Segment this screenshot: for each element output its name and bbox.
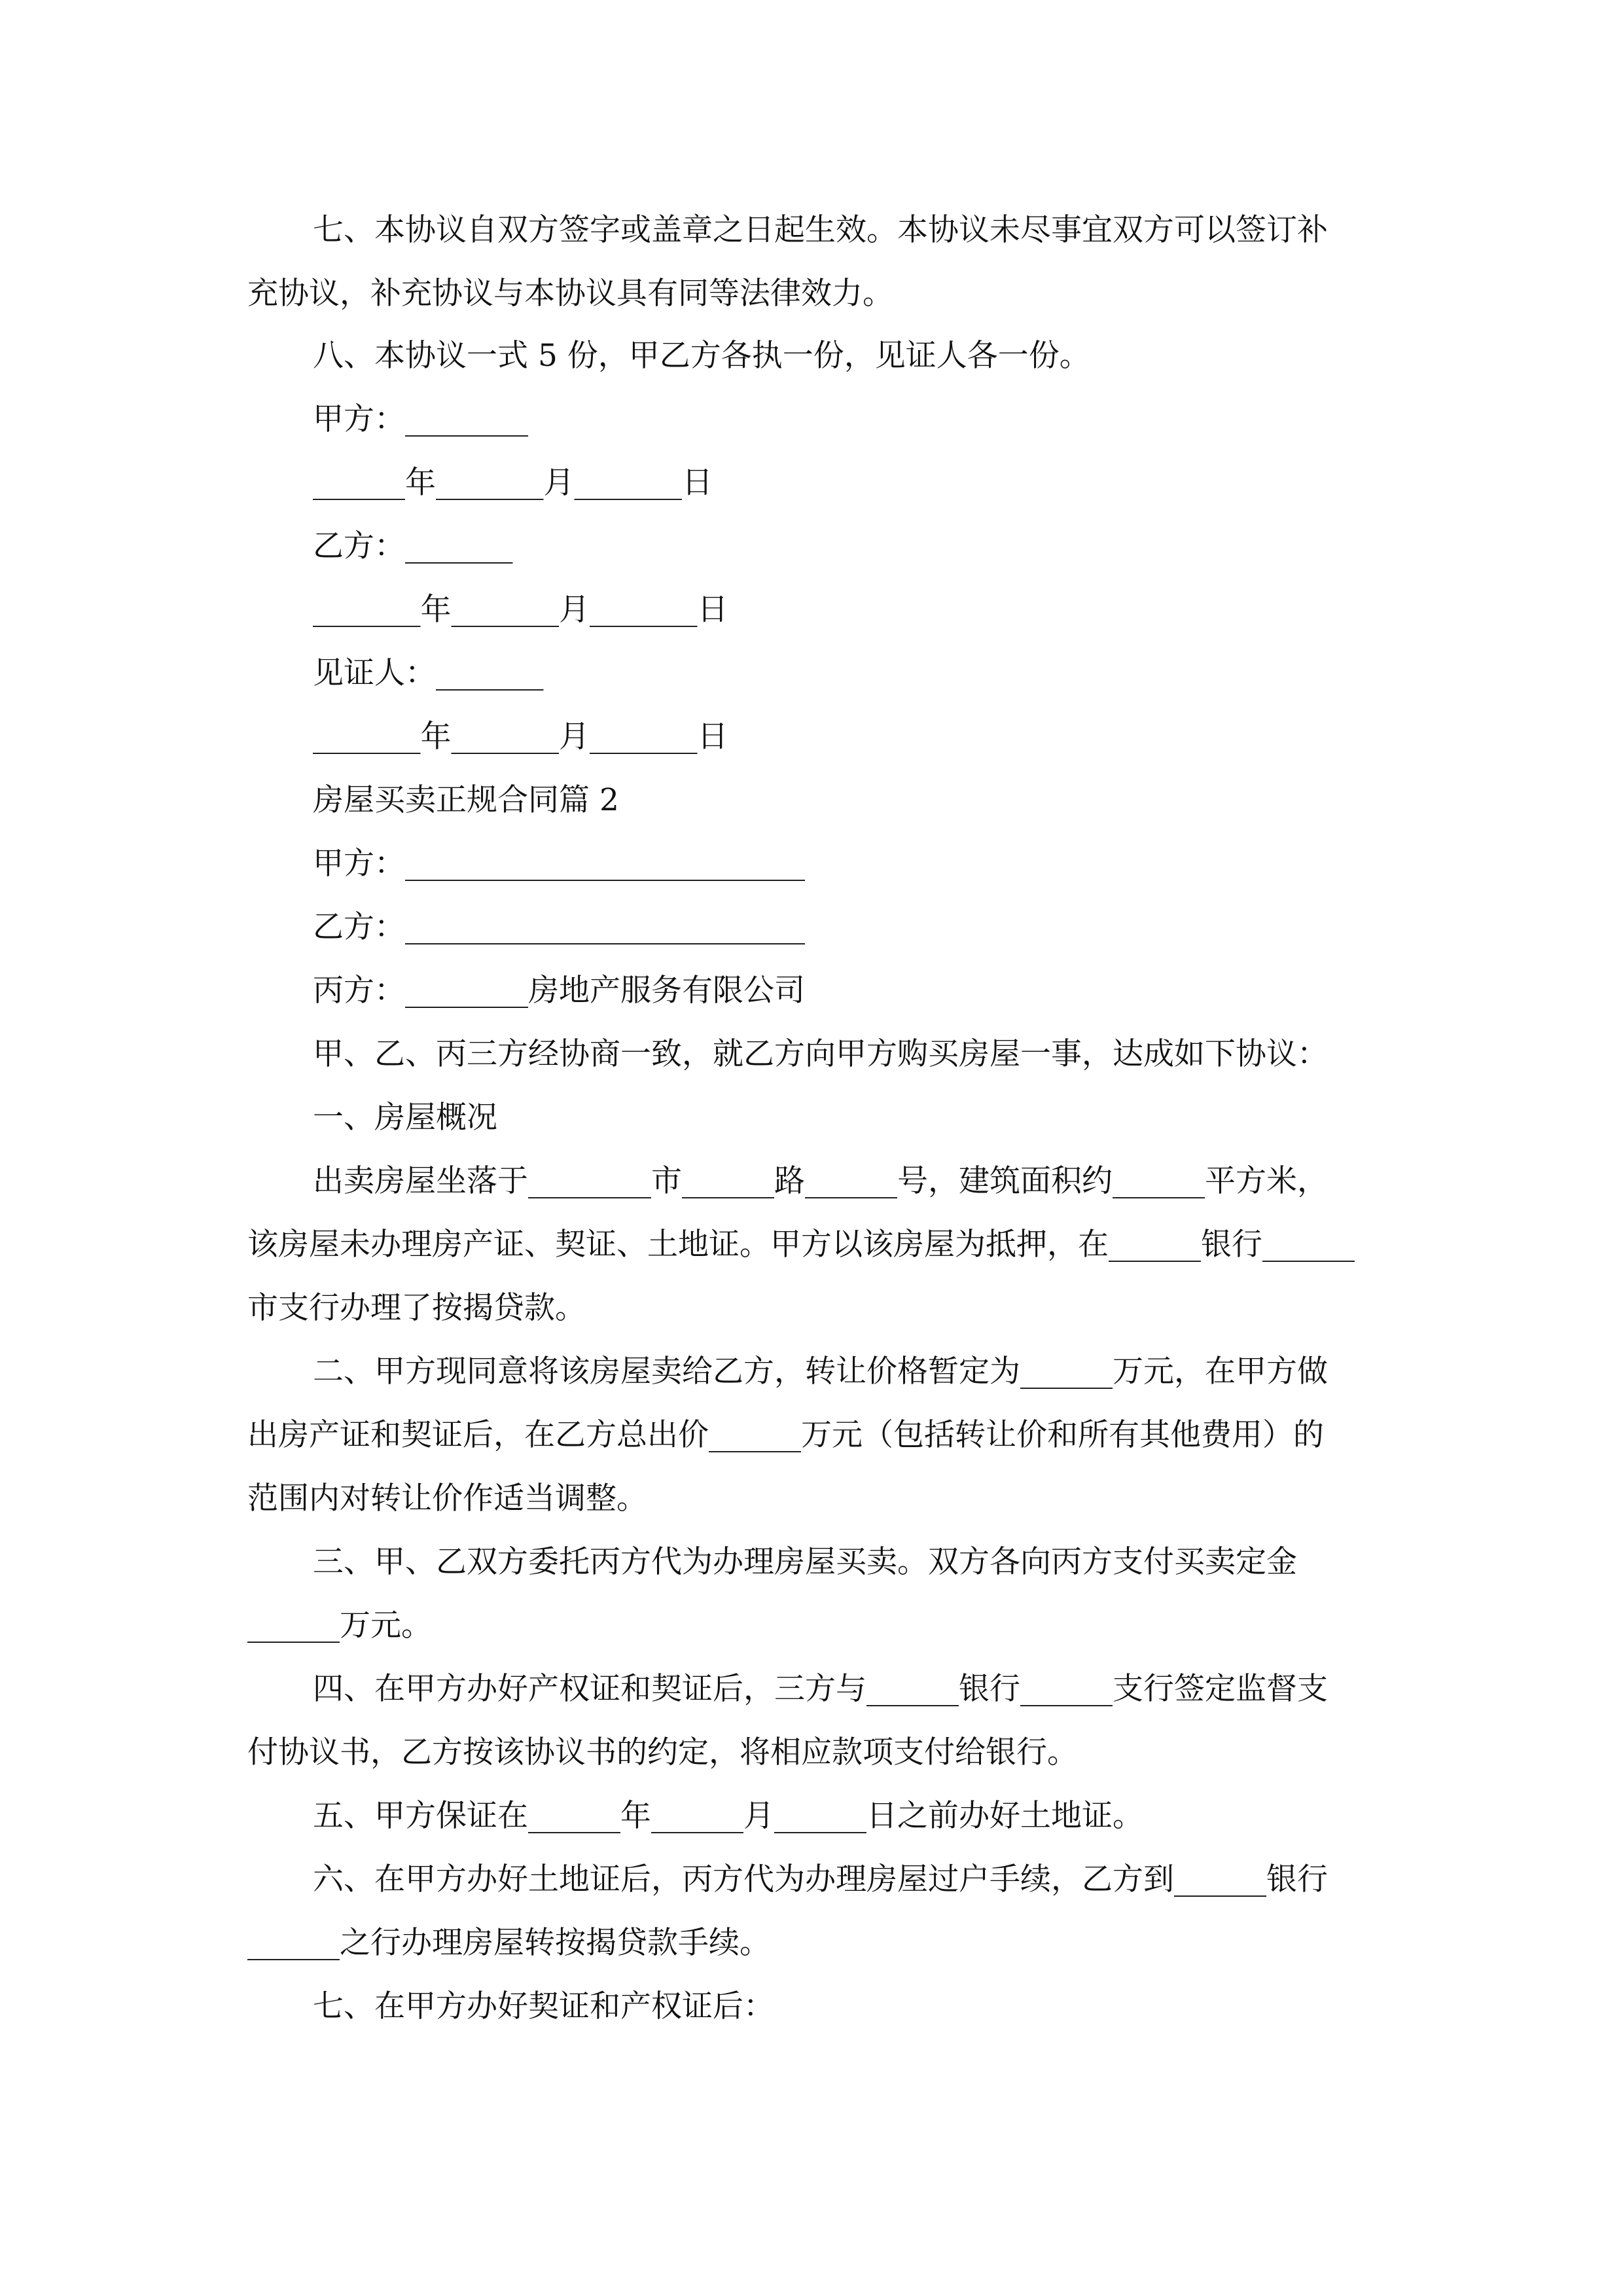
text-line: 甲、乙、丙三方经协商一致，就乙方向甲方购买房屋一事，达成如下协议： bbox=[313, 1036, 1328, 1072]
text-line: 七、本协议自双方签字或盖章之日起生效。本协议未尽事宜双方可以签订补 bbox=[313, 212, 1328, 248]
text-line: ______之行办理房屋转按揭贷款手续。 bbox=[247, 1925, 770, 1961]
text-line: 一、房屋概况 bbox=[313, 1100, 497, 1136]
section-title: 房屋买卖正规合同篇 2 bbox=[313, 782, 619, 818]
text-line: 三、甲、乙双方委托丙方代为办理房屋买卖。双方各向丙方支付买卖定金 bbox=[313, 1544, 1297, 1580]
text-line: 甲方：__________________________ bbox=[313, 846, 805, 882]
text-line: _______年_______月_______日 bbox=[313, 592, 728, 628]
text-line: 见证人：_______ bbox=[313, 655, 544, 691]
text-line: 六、在甲方办好土地证后，丙方代为办理房屋过户手续，乙方到______银行 bbox=[313, 1861, 1328, 1897]
text-line: ______年_______月_______日 bbox=[313, 465, 713, 501]
text-line: 甲方：________ bbox=[313, 401, 528, 437]
text-line: 市支行办理了按揭贷款。 bbox=[247, 1290, 586, 1326]
text-line: 出房产证和契证后，在乙方总出价______万元（包括转让价和所有其他费用）的 bbox=[247, 1417, 1324, 1453]
text-line: 五、甲方保证在______年______月______日之前办好土地证。 bbox=[313, 1798, 1143, 1834]
text-line: _______年_______月_______日 bbox=[313, 719, 728, 755]
text-line: 八、本协议一式 5 份，甲乙方各执一份，见证人各一份。 bbox=[313, 338, 1090, 374]
text-line: 二、甲方现同意将该房屋卖给乙方，转让价格暂定为______万元，在甲方做 bbox=[313, 1354, 1328, 1390]
text-line: 出卖房屋坐落于________市______路______号，建筑面积约______平方米， bbox=[313, 1163, 1328, 1199]
text-line: 付协议书，乙方按该协议书的约定，将相应款项支付给银行。 bbox=[247, 1734, 1078, 1770]
text-line: 该房屋未办理房产证、契证、土地证。甲方以该房屋为抵押，在______银行______ bbox=[247, 1227, 1355, 1263]
text-line: 乙方：_______ bbox=[313, 528, 513, 564]
text-line: ______万元。 bbox=[247, 1607, 432, 1643]
text-line: 四、在甲方办好产权证和契证后，三方与______银行______支行签定监督支 bbox=[313, 1671, 1328, 1707]
text-line: 乙方：__________________________ bbox=[313, 909, 805, 945]
text-line: 充协议，补充协议与本协议具有同等法律效力。 bbox=[247, 276, 893, 312]
text-line: 范围内对转让价作适当调整。 bbox=[247, 1480, 647, 1516]
text-line: 七、在甲方办好契证和产权证后： bbox=[313, 1988, 774, 2024]
text-line: 丙方：________房地产服务有限公司 bbox=[313, 973, 805, 1009]
